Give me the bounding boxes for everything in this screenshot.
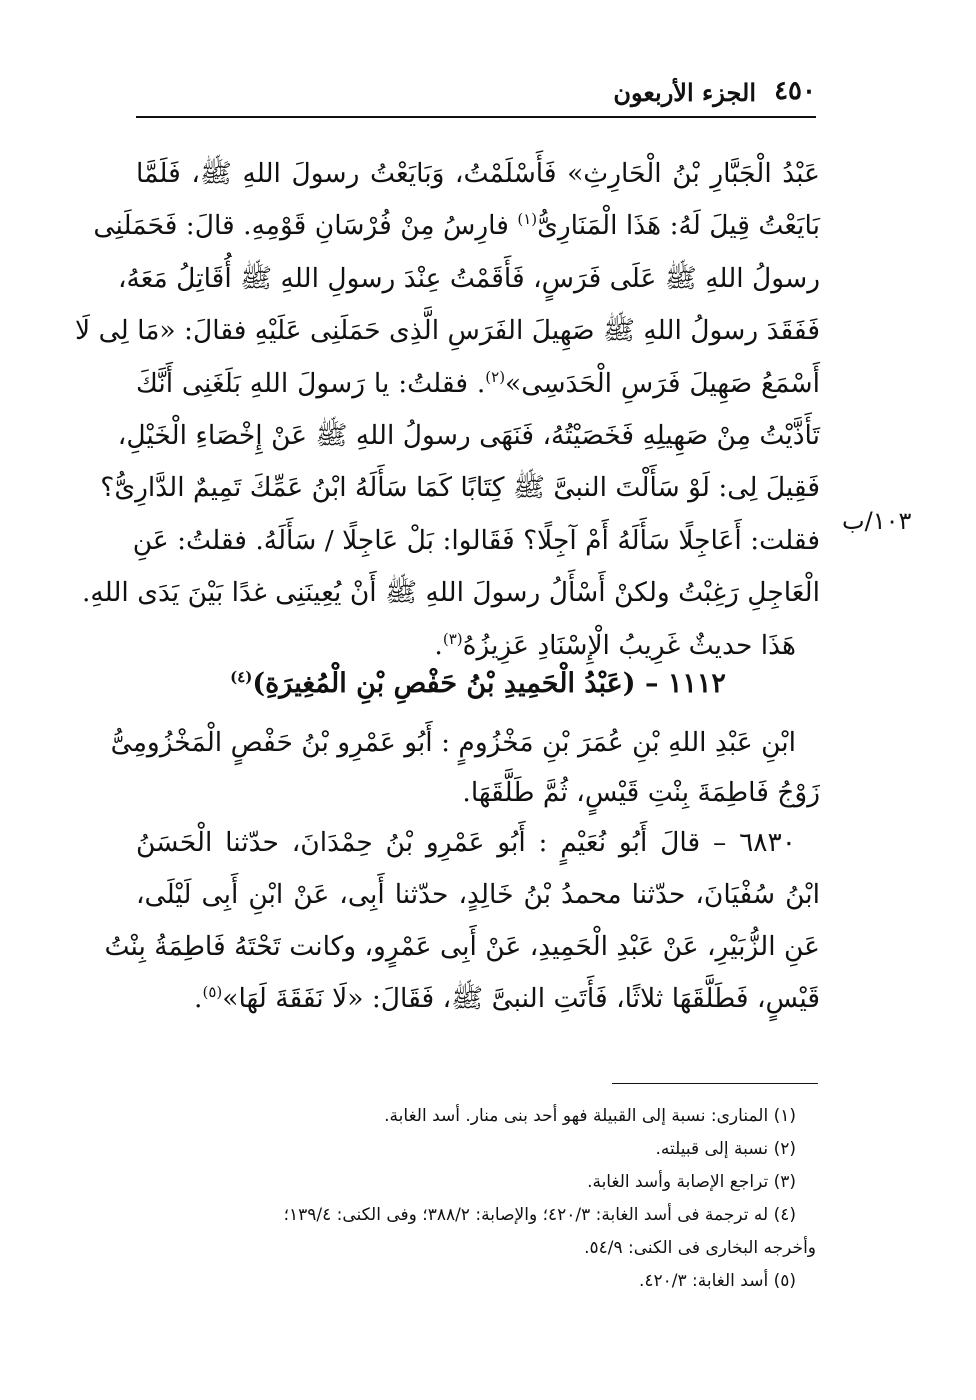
footnote-item: (٤) له ترجمة فى أسد الغابة: ٤٢٠/٣؛ والإصابة: ٣٨٨/٢؛ وفى الكنى: ١٣٩/٤؛: [283, 1205, 796, 1225]
text-line: زَوْجُ فَاطِمَةَ بِنْتِ قَيْسٍ، ثُمَّ طَلَّقَهَا.: [462, 777, 820, 808]
text-segment: .: [434, 629, 443, 661]
footnote-ref: (٤): [230, 668, 253, 686]
footnote-item: (٣) تراجع الإصابة وأسد الغابة.: [587, 1172, 796, 1192]
text-segment: بَايَعْتُ قِيلَ لَهُ: هَذَا الْمَنَارِىُّ: [537, 210, 820, 242]
text-segment: هَذَا حديثٌ غَرِيبُ الْإِسْنَادِ عَزِيزُهُ: [462, 629, 796, 661]
text-line: فَفَقَدَ رسولُ اللهِ ﷺ صَهِيلَ الفَرَسِ الَّذِى حَمَلَنِى عَلَيْهِ فقالَ: «مَا لِى لَا: [75, 315, 820, 347]
hadith-text: [104, 818, 820, 1026]
text-line: ابْنُ سُفْيَانَ، حدّثنا محمدُ بْنُ خَالِدٍ، حدّثنا أَبِى، عَنْ ابْنِ أَبِى لَيْلَى،: [136, 879, 820, 910]
entry-lineage: [110, 718, 820, 818]
text-segment: فارِسُ مِنْ فُرْسَانِ قَوْمِهِ. قالَ: فَحَمَلَنِى: [93, 210, 509, 242]
footnote-ref: (٣): [442, 629, 463, 648]
text-line: عَبْدُ الْجَبَّارِ بْنُ الْحَارِثِ» فَأَسْلَمْتُ، وَبَايَعْتُ رسولَ اللهِ ﷺ، فَلَمَّا: [136, 158, 820, 189]
text-line: الْعَاجِلِ رَغِبْتُ ولكنْ أَسْأَلُ رسولَ اللهِ ﷺ أَنْ يُعِينَنِى غدًا بَيْنَ يَدَى اللهِ.: [81, 577, 820, 609]
text-segment: . فقلتُ: يا رَسولَ اللهِ بَلَغَنِى أَنَّكَ: [136, 367, 486, 399]
text-line: [136, 620, 820, 672]
text-segment: .: [194, 983, 203, 1014]
text-line: فَقِيلَ لِى: لَوْ سَأَلْتَ النبىَّ ﷺ كِتَابًا كَمَا سَأَلَهُ ابْنُ عَمِّكَ تَمِيمٌ الدَّارِىُّ؟: [100, 472, 820, 504]
footnote-item: (٢) نسبة إلى قبيلته.: [655, 1139, 796, 1159]
text-line: ٦٨٣٠ – قالَ أَبُو نُعَيْمٍ : أَبُو عَمْرِو بْنُ حِمْدَانَ، حدّثنا الْحَسَنُ: [136, 827, 796, 858]
text-line: تَأَذَّيْتُ مِنْ صَهِيلِهِ فَخَصَيْتُهُ، فَنَهَى رسولُ اللهِ ﷺ عَنْ إِخْصَاءِ الْخَيْلِ،: [117, 419, 820, 451]
entry-title: ١١١٢ – (عَبْدُ الْحَمِيدِ بْنُ حَفْصِ بْنِ الْمُغِيرَةِ): [252, 668, 726, 699]
footnote-item: (١) المنارى: نسبة إلى القبيلة فهو أحد بنى منار. أسد الغابة.: [384, 1106, 796, 1126]
page-number: ٤٥٠: [774, 76, 816, 106]
footnote-ref: (٥): [202, 983, 223, 1002]
main-text: [75, 148, 820, 672]
footnote-divider: [612, 1083, 818, 1084]
footnotes: [126, 1100, 816, 1298]
volume-title: الجزء الأربعون: [613, 78, 756, 107]
manuscript-folio-note: ١٠٣/ب: [842, 507, 912, 535]
text-segment: قَيْسٍ، فَطَلَّقَهَا ثلاثًا، فَأَتَتِ النبىَّ ﷺ، فَقَالَ: «لَا نَفَقَةَ لَهَا»: [222, 983, 820, 1014]
footnote-item: (٥) أسد الغابة: ٤٢٠/٣.: [638, 1271, 796, 1291]
text-line: [136, 974, 820, 1026]
footnote-ref: (٢): [485, 367, 506, 386]
footnote-ref: (١): [517, 210, 538, 229]
running-header: [136, 72, 816, 118]
text-line: عَنِ الزُّبَيْرِ، عَنْ عَبْدِ الْحَمِيدِ، عَنْ أَبِى عَمْرٍو، وكانت تَحْتَهُ فَاطِمَةُ بِنْتُ: [104, 931, 820, 962]
entry-heading: [136, 668, 820, 699]
footnote-continuation: وأخرجه البخارى فى الكنى: ٥٤/٩.: [584, 1238, 816, 1258]
text-line: ابْنِ عَبْدِ اللهِ بْنِ عُمَرَ بْنِ مَخْزُومٍ : أَبُو عَمْرِو بْنُ حَفْصٍ الْمَخْزُومِىُّ: [110, 727, 796, 758]
text-line: [136, 358, 820, 410]
text-line: [93, 200, 820, 252]
text-line: فقلت: أَعَاجِلًا سَأَلَهُ أَمْ آجِلًا؟ فَقَالوا: بَلْ عَاجِلًا / سَأَلَهُ. فقلتُ: عَنِ: [132, 524, 820, 556]
text-segment: أَسْمَعُ صَهِيلَ فَرَسِ الْحَدَسِى»: [505, 367, 820, 399]
text-line: رسولُ اللهِ ﷺ عَلَى فَرَسٍ، فَأَقَمْتُ عِنْدَ رسولِ اللهِ ﷺ أُقَاتِلُ مَعَهُ،: [117, 262, 820, 294]
